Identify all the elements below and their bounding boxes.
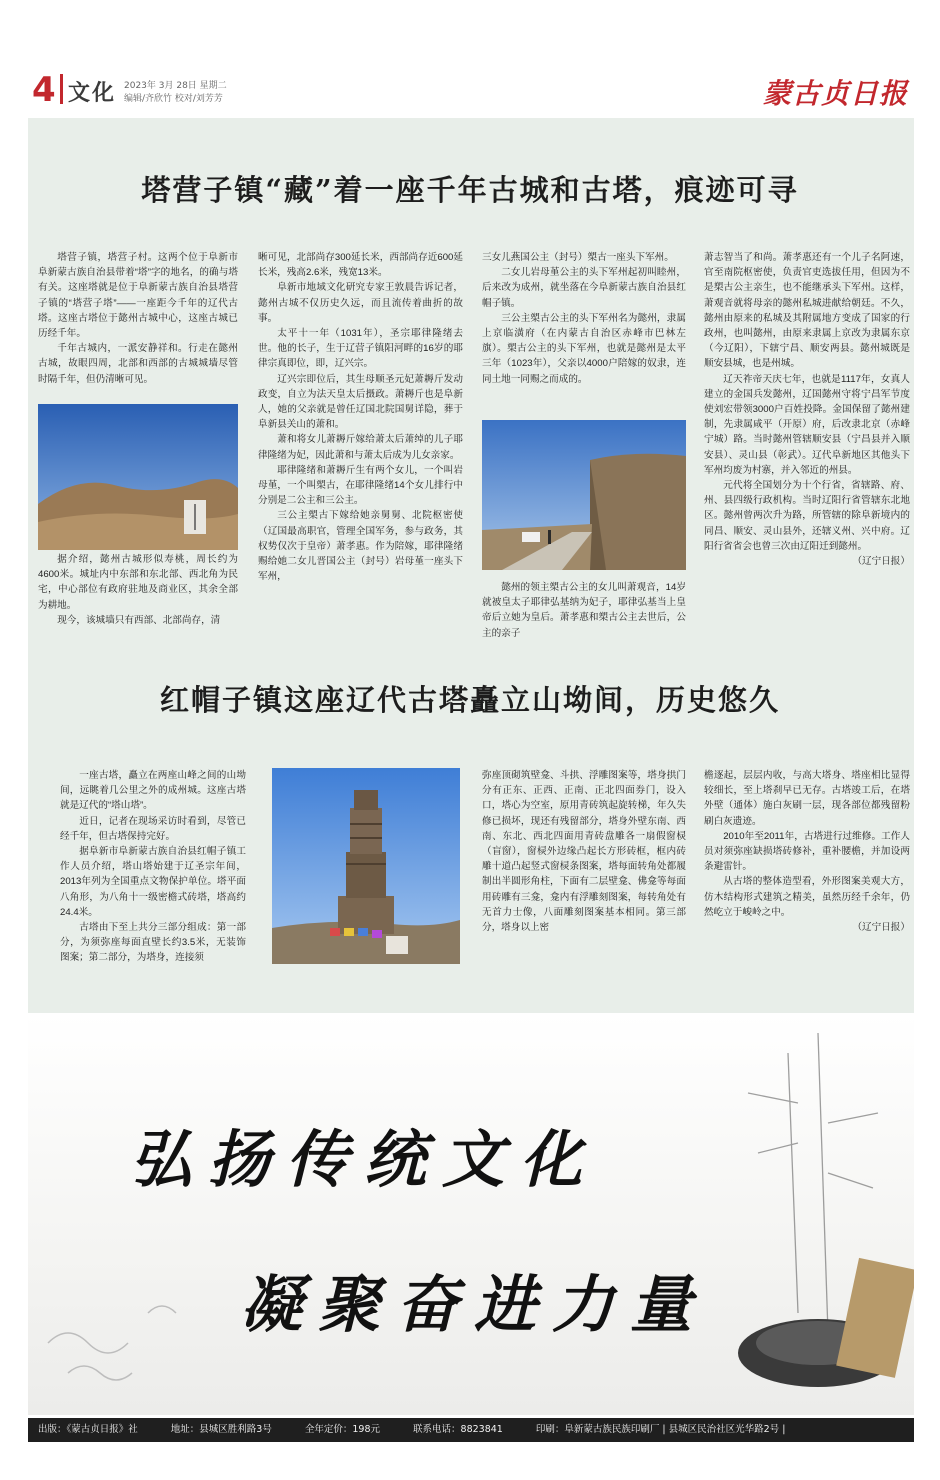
paragraph: 三公主槊古下嫁给她亲舅舅、北院枢密使（辽国最高职官，管理全国军务，参与政务，其权势仅次于皇帝）萧孝惠。作为陪嫁，耶律隆绪赐给她二女儿晋国公主（封号）岩母堇一座头下军州， — [258, 510, 463, 583]
pagoda-photo — [272, 768, 460, 964]
paragraph: 元代将全国划分为十个行省，省辖路、府、州、县四级行政机构。当时辽阳行省管辖东北地区。懿州曾两次升为路，所管辖的除阜新境内的同昌、顺安、灵山县外，还辖义州、兴中府。辽阳行省省会也曾三次由辽阳迁到懿州。 — [704, 480, 910, 552]
article2-column-3 — [482, 768, 686, 935]
paragraph: 三公主槊古公主的头下军州名为懿州，隶属上京临潢府（在内蒙古自治区赤峰市巴林左旗）。槊古公主的头下军州，也就是懿州是太平三年（1023年），父亲以4000户陪嫁的奴隶，连同土地一同赐之而成的。 — [482, 312, 686, 385]
article2-column-1 — [60, 768, 246, 966]
paragraph: 阜新市地域文化研究专家王敦晨告诉记者，懿州古城不仅历史久远，而且流传着曲折的故事。 — [258, 282, 463, 324]
paragraph: 弥座顶砌筑壁龛、斗拱、浮雕图案等，塔身拱门分有正东、正西、正南、正北四面券门，设入口，塔心为空室，原用青砖筑起旋转梯，年久失修已损坏，现还有残留部分，塔身外壁东南、西南、东北、西北四面用青砖盘雕各一扇假窗棂（盲窗），窗棂外边缘凸起长方形砖框，框内砖雕十道凸起竖式窗棂条图案，塔每面转角处都履制出半圆形角柱，下面有二层壁龛、佛龛等每面用砖雕有三龛，龛内有浮雕刻图案，每转角处有无首力士像，八面雕刻图案基本相同。第三部分，塔身以上密 — [482, 770, 686, 934]
paragraph: 晰可见，北部尚存300延长米，西部尚存近600延长米，残高2.6米，残宽13米。 — [258, 252, 463, 279]
banner-slogan-1: 弘扬传统文化 — [130, 1123, 599, 1196]
paragraph: 古塔由下至上共分三部分组成：第一部分，为须弥座每面直壁长约3.5米，无装饰图案；第二部分，为塔身，连接须 — [60, 922, 246, 964]
footer-phone: 联系电话：8823841 — [413, 1424, 503, 1435]
paragraph: 萧和将女儿萧耨斤嫁给萧太后萧绰的儿子耶律隆绪为妃，因此萧和与萧太后成为儿女亲家。 — [258, 434, 463, 461]
article1-column-1 — [38, 250, 238, 387]
paragraph: 从古塔的整体造型看，外形图案美观大方，仿木结构形式建筑之精美，虽然历经千余年，仍然屹立于峻岭之中。 — [704, 876, 910, 918]
banner-slogan-2: 凝聚奋进力量 — [240, 1268, 709, 1341]
footer-bar — [28, 1418, 914, 1442]
paragraph: 据阜新市阜新蒙古族自治县红帽子镇工作人员介绍，塔山塔始建于辽圣宗年间，2013年列为全国重点文物保护单位。塔平面八角形，为八角十一级密檐式砖塔，塔高约24.4米。 — [60, 846, 246, 918]
article2-column-4 — [704, 768, 910, 935]
paragraph: 檐逐起，层层内收，与高大塔身、塔座相比显得较细长，至上塔刹早已无存。古塔竣工后，在塔外壁（通体）施白灰刷一层，现各部位都残留粉刷白灰遗迹。 — [704, 770, 910, 827]
article2-source: （辽宁日报） — [852, 922, 910, 934]
article1-column-1b — [38, 552, 238, 628]
paragraph: 2010年至2011年，古塔进行过维修。工作人员对须弥座缺损塔砖修补，重补腰檐，并加设两条避雷针。 — [704, 830, 910, 873]
footer-publisher: 出版：《蒙古贞日报》社 — [38, 1424, 138, 1435]
dateline — [124, 80, 227, 106]
footer-price: 全年定价：198元 — [304, 1424, 381, 1435]
article1-source: （辽宁日报） — [852, 556, 910, 568]
article1-column-4 — [704, 250, 910, 569]
article2-headline: 红帽子镇这座辽代古塔矗立山坳间，历史悠久 — [159, 683, 780, 717]
paragraph: 三女儿燕国公主（封号）槊古一座头下军州。 — [482, 252, 674, 263]
masthead-divider — [60, 74, 63, 104]
paragraph: 辽兴宗即位后，其生母顺圣元妃萧耨斤发动政变，自立为法天皇太后摄政。萧耨斤也是阜新人，她的父亲就是曾任辽国北院国舅详隐，葬于阜新县关山的萧和。 — [258, 373, 463, 431]
paragraph: 千年古城内，一派安静祥和。行走在懿州古城，故眼四周，北部和西部的古城城墙尽管时隔千年，但仍清晰可见。 — [38, 343, 238, 385]
ancient-city-wall-photo — [38, 404, 238, 550]
paragraph: 一座古塔，矗立在两座山峰之间的山坳间，远眺着几公里之外的成州城。这座古塔就是辽代的“塔山塔”。 — [60, 770, 246, 812]
editor-credit: 编辑/齐欣竹 校对/刘芳芳 — [124, 94, 223, 104]
article1-column-2 — [258, 250, 463, 584]
culture-banner — [28, 1013, 914, 1415]
footer-printer: 印刷：阜新蒙古族民族印刷厂 | 县城区民治社区光华路2号 | — [535, 1424, 786, 1435]
page-number: 4 — [32, 70, 56, 110]
section-title: 文化 — [68, 81, 117, 106]
paragraph: 萧志智当了和尚。萧孝惠还有一个儿子名阿速，官至南院枢密使，负责官吏选拔任用，但因为不是槊古公主亲生，也不能继承头下军州。这样，萧观音就将母亲的懿州私城进献给朝廷。不久，懿州由原来的私城及其附属地方变成了国家的行政州，也叫懿州，由原来隶属上京改为隶属东京（今辽阳），下辖宁昌、顺安两县。懿州城既是顺安县城，也是州城。 — [704, 252, 910, 370]
cloud-pattern — [48, 1306, 176, 1380]
article1-column-3b — [482, 580, 686, 641]
article1-column-3 — [482, 250, 686, 387]
paragraph: 塔营子镇，塔营子村。这两个位于阜新市阜新蒙古族自治县带着“塔”字的地名，的确与塔有关。这座塔就是位于阜新蒙古族自治县塔营子镇的“塔营子塔”——一座距今千年的辽代古塔。这座古塔位于懿州古城中心，这座古城已历经千年。 — [38, 252, 238, 340]
paragraph: 据介绍，懿州古城形似寿桃，周长约为4600米。城址内中东部和东北部、西北角为民宅，中心部位有政府驻地及商业区，其余全部为耕地。 — [38, 554, 238, 611]
city-wall-road-photo — [482, 420, 686, 570]
paragraph: 耶律隆绪和萧耨斤生有两个女儿，一个叫岩母堇，一个叫槊古，在耶律隆绪14个女儿排行中分别是二公主和三公主。 — [258, 464, 463, 507]
paragraph: 现今，该城墙只有西部、北部尚存，清 — [57, 614, 221, 626]
paragraph: 懿州的领主槊古公主的女儿叫萧观音，14岁就被皇太子耶律弘基纳为妃子，耶律弘基当上皇帝后立她为皇后。萧孝惠和槊古公主去世后，公主的亲子 — [482, 582, 686, 639]
paragraph: 太平十一年（1031年），圣宗耶律隆绪去世。他的长子，生于辽营子镇阳河畔的16岁的耶律宗真即位，即，辽兴宗。 — [258, 328, 463, 370]
paragraph: 辽天祚帝天庆七年，也就是1117年，女真人建立的金国兵发懿州，辽国懿州守将宁昌军节度使刘宏带领3000户百姓投降。金国保留了懿州建制，先隶属咸平（开原）府，后改隶北京（赤峰宁城）路。当时懿州管辖顺安县（宁昌县并入顺安县）、灵山县（彰武）。辽代阜新地区其他头下军州均废为村寨，并入邻近的州县。 — [704, 373, 910, 476]
article1-headline: 塔营子镇“藏”着一座千年古城和古塔，痕迹可寻 — [141, 173, 799, 207]
issue-date: 2023年 3月 28日 星期二 — [124, 81, 227, 91]
masthead — [0, 0, 940, 118]
paragraph: 近日，记者在现场采访时看到，尽管已经千年，但古塔保持完好。 — [60, 815, 246, 842]
newspaper-logo: 蒙古贞日报 — [762, 77, 908, 110]
footer-address: 地址：县城区胜利路3号 — [170, 1424, 272, 1435]
paragraph: 二女儿岩母堇公主的头下军州起初叫睦州，后来改为成州，就坐落在今阜新蒙古族自治县红帽子镇。 — [482, 267, 686, 309]
